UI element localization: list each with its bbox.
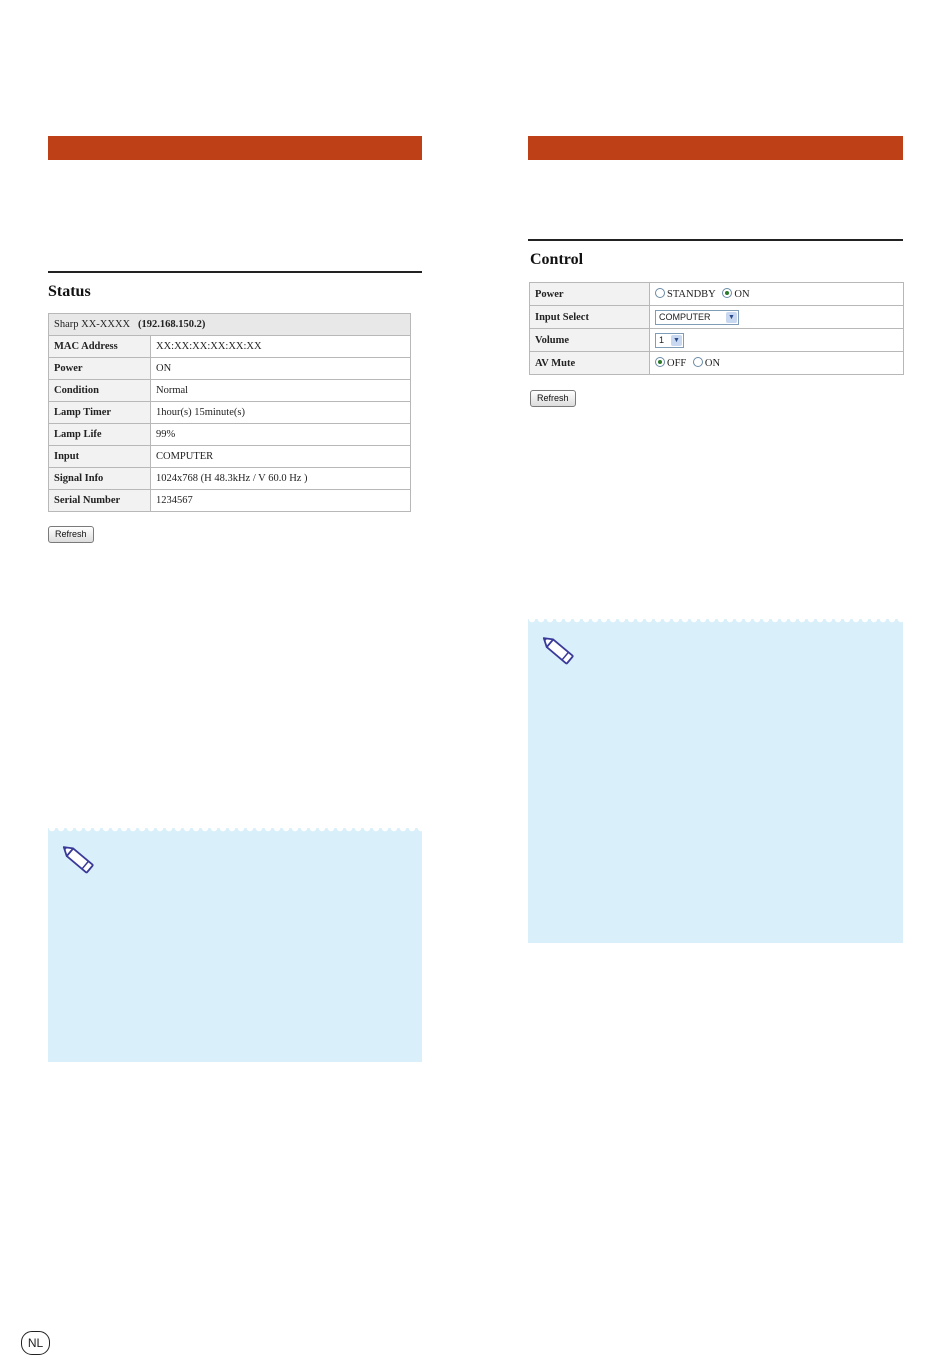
row-label: Volume: [530, 329, 650, 352]
note-scallop-edge: [528, 619, 903, 627]
row-value: Normal: [151, 380, 411, 402]
input-select-dropdown[interactable]: [655, 310, 739, 325]
table-row: [49, 424, 411, 446]
control-heading: Control: [530, 251, 584, 268]
language-badge: NL: [21, 1331, 50, 1355]
input-select-cell: [650, 306, 904, 329]
table-row: [530, 352, 904, 375]
row-label: Serial Number: [49, 490, 151, 512]
av-mute-on-radio[interactable]: [693, 357, 703, 367]
av-mute-options: [650, 352, 904, 375]
table-row: [530, 283, 904, 306]
row-label: Condition: [49, 380, 151, 402]
device-name: Sharp XX-XXXX: [54, 319, 131, 330]
row-value: 1hour(s) 15minute(s): [151, 402, 411, 424]
note-box-left: [48, 828, 422, 1062]
status-heading: Status: [48, 283, 91, 300]
table-row: [49, 336, 411, 358]
pencil-icon: [58, 842, 102, 882]
control-rule: [528, 239, 903, 241]
volume-dropdown[interactable]: [655, 333, 684, 348]
power-options: [650, 283, 904, 306]
status-device-cell: [49, 314, 411, 336]
row-value: XX:XX:XX:XX:XX:XX: [151, 336, 411, 358]
row-label: Power: [530, 283, 650, 306]
row-label: AV Mute: [530, 352, 650, 375]
control-table: [529, 282, 904, 375]
row-label: Power: [49, 358, 151, 380]
row-value: 1024x768 (H 48.3kHz / V 60.0 Hz ): [151, 468, 411, 490]
chevron-down-icon: ▼: [726, 312, 737, 323]
section-bar-right: [528, 136, 903, 160]
row-label: Input: [49, 446, 151, 468]
table-row: [49, 490, 411, 512]
power-on-label: ON: [734, 289, 750, 300]
table-row: [530, 329, 904, 352]
note-scallop-edge: [48, 828, 422, 836]
volume-cell: [650, 329, 904, 352]
status-table: [48, 313, 411, 512]
table-row: [49, 380, 411, 402]
power-on-radio[interactable]: [722, 288, 732, 298]
table-row: [530, 306, 904, 329]
row-value: ON: [151, 358, 411, 380]
row-label: Signal Info: [49, 468, 151, 490]
row-label: Lamp Timer: [49, 402, 151, 424]
status-header-row: [49, 314, 411, 336]
volume-value: 1: [659, 334, 665, 345]
control-refresh-button[interactable]: Refresh: [530, 390, 576, 407]
input-select-value: COMPUTER: [659, 311, 711, 322]
status-rule: [48, 271, 422, 273]
av-mute-off-radio[interactable]: [655, 357, 665, 367]
table-row: [49, 446, 411, 468]
table-row: [49, 402, 411, 424]
pencil-icon: [538, 633, 582, 673]
row-label: Input Select: [530, 306, 650, 329]
device-ip: (192.168.150.2): [138, 319, 206, 330]
table-row: [49, 358, 411, 380]
row-value: 1234567: [151, 490, 411, 512]
table-row: [49, 468, 411, 490]
av-mute-on-label: ON: [704, 358, 721, 369]
row-value: COMPUTER: [151, 446, 411, 468]
status-refresh-button[interactable]: Refresh: [48, 526, 94, 543]
power-standby-radio[interactable]: [655, 288, 665, 298]
section-bar-left: [48, 136, 422, 160]
row-label: MAC Address: [49, 336, 151, 358]
power-standby-label: STANDBY: [667, 289, 716, 300]
av-mute-off-label: OFF: [667, 358, 687, 369]
row-label: Lamp Life: [49, 424, 151, 446]
note-box-right: [528, 619, 903, 943]
chevron-down-icon: ▼: [671, 335, 682, 346]
row-value: 99%: [151, 424, 411, 446]
